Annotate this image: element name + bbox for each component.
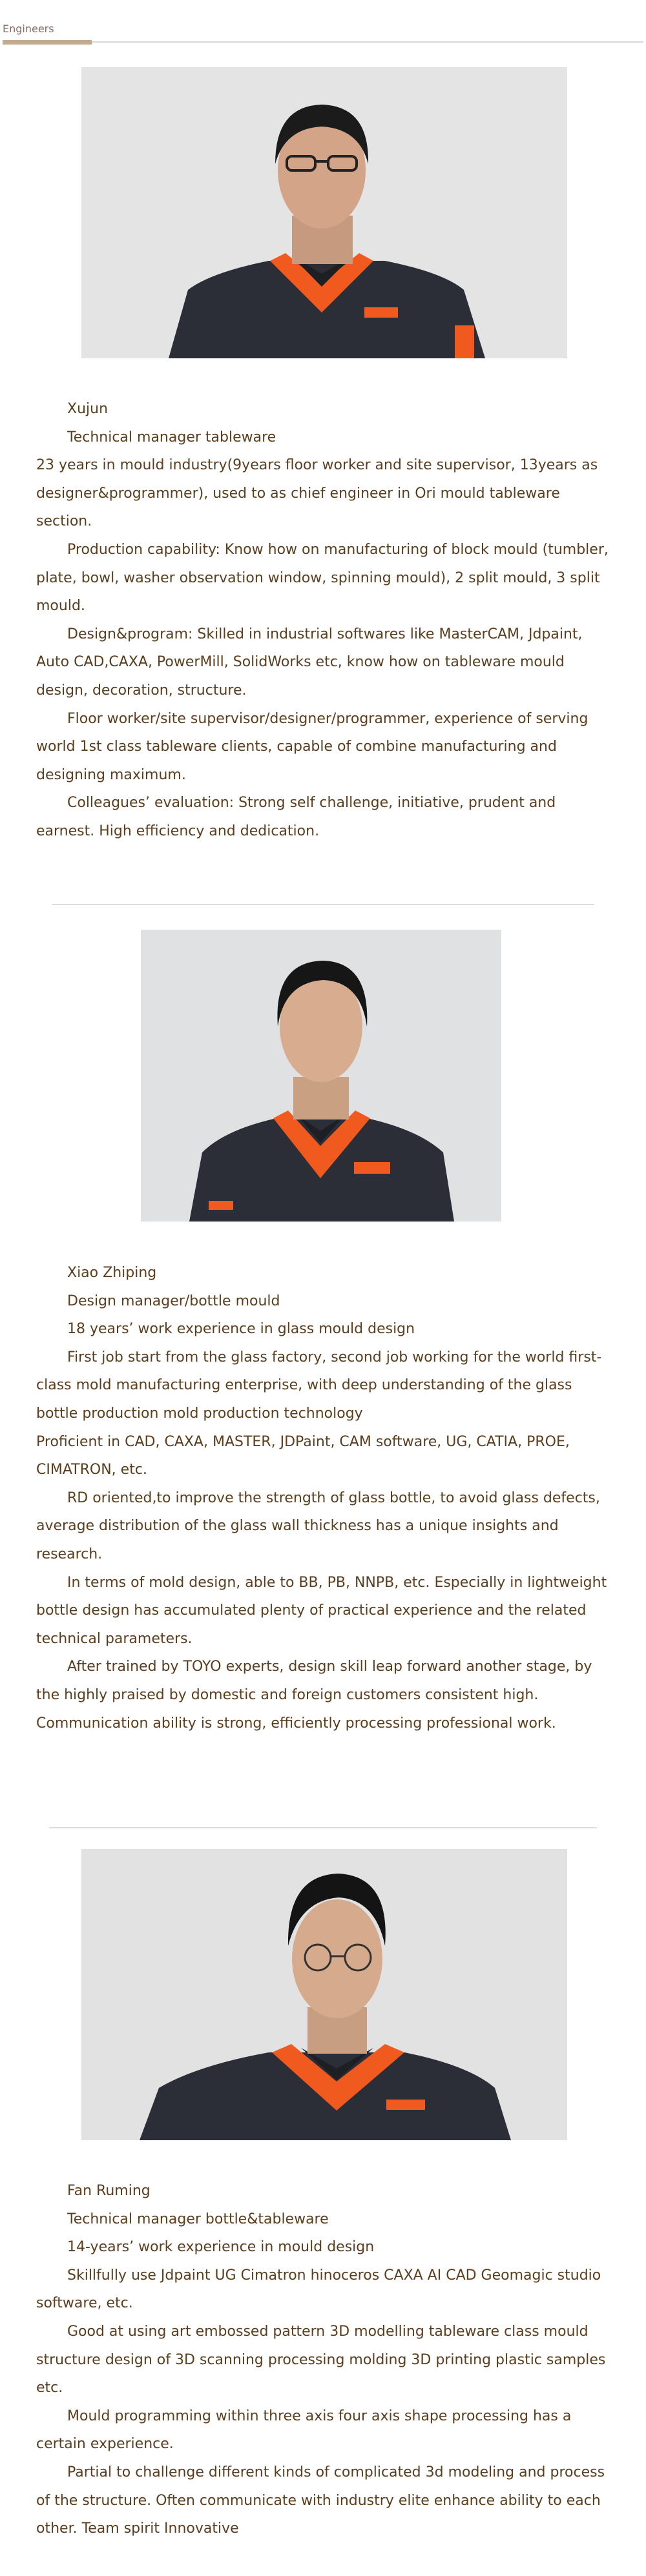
section-divider [49,1827,597,1828]
bio-paragraph: 18 years’ work experience in glass mould design [67,1321,415,1338]
engineer-bio-fan-ruming [36,2177,611,2543]
title-accent-bar [3,40,92,45]
bio-paragraph: Floor worker/site supervisor/designer/programmer, experience of serving world 1st class tableware clients, capable of combine manufacturing and designing maximum. [36,710,589,783]
bio-paragraph: 23 years in mould industry(9years floor worker and site supervisor, 13years as designer&programmer), used to as chief engineer in Ori mould tableware section. [36,457,598,530]
engineer-photo-xiao-zhiping [141,930,501,1222]
engineer-name: Xiao Zhiping [67,1265,157,1281]
bio-paragraph: In terms of mold design, able to BB, PB, NNPB, etc. Especially in lightweight bottle design has accumulated plenty of practical experience and the related technical parameters. [36,1574,607,1647]
engineer-name: Fan Ruming [67,2183,151,2199]
title-underline [3,41,643,43]
bio-paragraph: Production capability: Know how on manufacturing of block mould (tumbler, plate, bowl, washer observation window, spinning mould), 2 split mould, 3 split mould. [36,541,609,615]
engineer-name: Xujun [67,401,109,417]
bio-paragraph: Good at using art embossed pattern 3D modelling tableware class mould structure design of 3D scanning processing molding 3D printing plastic samples etc. [36,2323,606,2397]
portrait-image [81,67,567,358]
engineer-role: Technical manager tableware [67,429,276,445]
engineer-role: Technical manager bottle&tableware [67,2211,329,2227]
portrait-image [141,930,501,1222]
bio-paragraph: Colleagues’ evaluation: Strong self challenge, initiative, prudent and earnest. High efficiency and dedication. [36,795,556,839]
bio-paragraph: Proficient in CAD, CAXA, MASTER, JDPaint, CAM software, UG, CATIA, PROE, CIMATRON, etc. [36,1433,570,1478]
portrait-image [81,1849,567,2140]
bio-paragraph: First job start from the glass factory, second job working for the world first-class mold manufacturing enterprise, with deep understanding of the glass bottle production mold production technology [36,1349,602,1422]
bio-paragraph: Mould programming within three axis four axis shape processing has a certain experience. [36,2407,572,2453]
engineer-role: Design manager/bottle mould [67,1293,280,1309]
bio-paragraph: Partial to challenge different kinds of complicated 3d modeling and process of the structure. Often communicate with industry elite enhance ability to each other. Team spirit Innovative [36,2464,605,2537]
bio-paragraph: 14-years’ work experience in mould design [67,2239,375,2256]
bio-paragraph: Design&program: Skilled in industrial softwares like MasterCAM, Jdpaint, Auto CAD,CAXA, PowerMill, SolidWorks etc, know how on tableware mould design, decoration, structure. [36,626,583,699]
engineer-photo-xujun [81,67,567,358]
bio-paragraph: After trained by TOYO experts, design skill leap forward another stage, by the highly praised by domestic and foreign customers consistent high. Communication ability is strong, efficiently processing professional work. [36,1659,592,1732]
engineer-bio-xiao-zhiping [36,1259,611,1737]
page-title: Engineers [3,23,54,35]
bio-paragraph: Skillfully use Jdpaint UG Cimatron hinoceros CAXA AI CAD Geomagic studio software, etc. [36,2267,601,2312]
engineer-photo-fan-ruming [81,1849,567,2140]
engineer-bio-xujun [36,395,611,846]
bio-paragraph: RD oriented,to improve the strength of glass bottle, to avoid glass defects, average distribution of the glass wall thickness has a unique insights and research. [36,1489,600,1562]
section-divider [52,904,594,905]
